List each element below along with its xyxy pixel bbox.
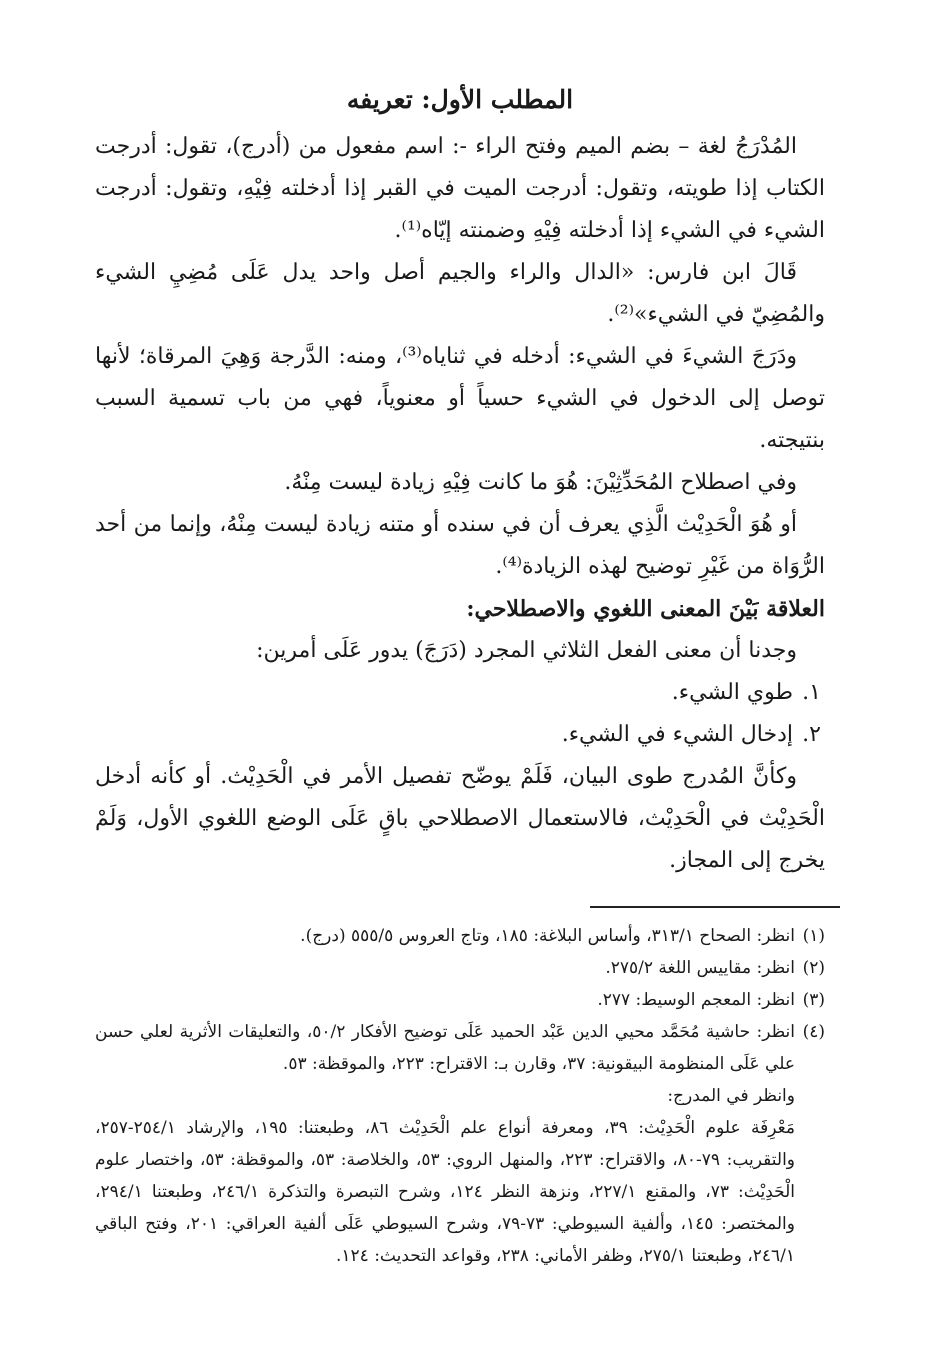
footnote-number: (٤)	[802, 1022, 825, 1042]
main-text	[95, 80, 825, 882]
paragraph-technical-definition: وفي اصطلاح المُحَدِّثِيْنَ: هُوَ ما كانت فِيْهِ زيادة ليست مِنْهُ.	[284, 470, 797, 495]
footnote-number: (٣)	[802, 990, 825, 1010]
footnotes	[95, 920, 825, 1272]
list-item	[95, 714, 825, 756]
meanings-list	[95, 672, 825, 756]
page-title: المطلب الأول: تعريفه	[346, 85, 574, 114]
list-item-text: طوي الشيء.	[671, 680, 793, 705]
relation-heading: العلاقة بَيْنَ المعنى اللغوي والاصطلاحي:	[466, 596, 825, 622]
footnote-3	[95, 984, 825, 1016]
footnote-number: (١)	[802, 926, 825, 946]
list-item	[95, 672, 825, 714]
footnote-text: انظر: الصحاح ٣١٣/١، وأساس البلاغة: ١٨٥، وتاج العروس ٥٥٥/٥ (درج).	[300, 926, 795, 946]
footnote-4	[95, 1016, 825, 1080]
paragraph-technical-definition-alt: أو هُوَ الْحَدِيْث الَّذِي يعرف أن في سنده أو متنه زيادة ليست مِنْهُ، وإنما من أحد الرُّوَاة من غَيْرِ توضيح لهذه الزيادة⁽⁴⁾.	[95, 512, 825, 579]
paragraph-ibn-faris-quote: قَالَ ابن فارس: «الدال والراء والجيم أصل واحد يدل عَلَى مُضِيِ الشيء والمُضِيّ في الشيء»⁽²⁾.	[95, 260, 825, 327]
paragraph-daraja-meaning: ودَرَجَ الشيءَ في الشيء: أدخله في ثناياه⁽³⁾، ومنه: الدَّرجة وَهِيَ المرقاة؛ لأنها توصل إلى الدخول في الشيء حسياً أو معنوياً، فهي من باب تسمية السبب بنتيجته.	[95, 344, 825, 453]
footnote-4-intro: وانظر في المدرج:	[667, 1086, 795, 1106]
footnote-text: انظر: مقاييس اللغة ٢٧٥/٢.	[605, 958, 795, 978]
footnote-separator	[590, 906, 840, 908]
footnote-text: انظر: حاشية مُحَمَّد محيي الدين عَبْد الحميد عَلَى توضيح الأفكار ٥٠/٢، والتعليقات الأثرية لعلي حسن علي عَلَى المنظومة البيقونية: ٣٧، وقارن بـ: الاقتراح: ٢٢٣، والموقظة: ٥٣.	[95, 1022, 795, 1074]
paragraph-two-meanings: وجدنا أن معنى الفعل الثلاثي المجرد (دَرَجَ) يدور عَلَى أمرين:	[256, 638, 797, 663]
paragraph-linguistic-definition: المُدْرَجُ لغة – بضم الميم وفتح الراء -: اسم مفعول من (أدرج)، تقول: أدرجت الكتاب إذا طويته، وتقول: أدرجت الميت في القبر إذا أدخلته فِيْهِ، وتقول: أدرجت الشيء في الشيء إذا أدخلته فِيْهِ وضمنته إيّاه⁽¹⁾.	[95, 134, 825, 243]
footnote-2	[95, 952, 825, 984]
list-item-text: إدخال الشيء في الشيء.	[561, 722, 793, 747]
paragraph-conclusion: وكأنَّ المُدرج طوى البيان، فَلَمْ يوضّح تفصيل الأمر في الْحَدِيْث. أو كأنه أدخل الْحَدِيْث في الْحَدِيْث، فالاستعمال الاصطلاحي باقٍ عَلَى الوضع اللغوي الأول، وَلَمْ يخرج إلى المجاز.	[95, 764, 825, 873]
list-item-number: ٢.	[802, 722, 821, 747]
footnote-1	[95, 920, 825, 952]
list-item-number: ١.	[802, 680, 821, 705]
footnote-4-references: مَعْرِفَة علوم الْحَدِيْث: ٣٩، ومعرفة أنواع علم الْحَدِيْث ٨٦، وطبعتنا: ١٩٥، والإرشاد ٢٥٤/١-٢٥٧، والتقريب: ٧٩-٨٠، والاقتراح: ٢٢٣، والمنهل الروي: ٥٣، والخلاصة: ٥٣، والموقظة: ٥٣، واختصار علوم الْحَدِيْث: ٧٣، والمقنع ٢٢٧/١، ونزهة النظر ١٢٤، وشرح التبصرة والتذكرة ٢٤٦/١، وطبعتنا ٢٩٤/١، والمختصر: ١٤٥، وألفية السيوطي: ٧٣-٧٩، وشرح السيوطي عَلَى ألفية العراقي: ٢٠١، وفتح الباقي ٢٤٦/١، وطبعتنا ٢٧٥/١، وظفر الأماني: ٢٣٨، وقواعد التحديث: ١٢٤.	[95, 1118, 795, 1266]
footnote-number: (٢)	[802, 958, 825, 978]
footnote-text: انظر: المعجم الوسيط: ٢٧٧.	[597, 990, 795, 1010]
